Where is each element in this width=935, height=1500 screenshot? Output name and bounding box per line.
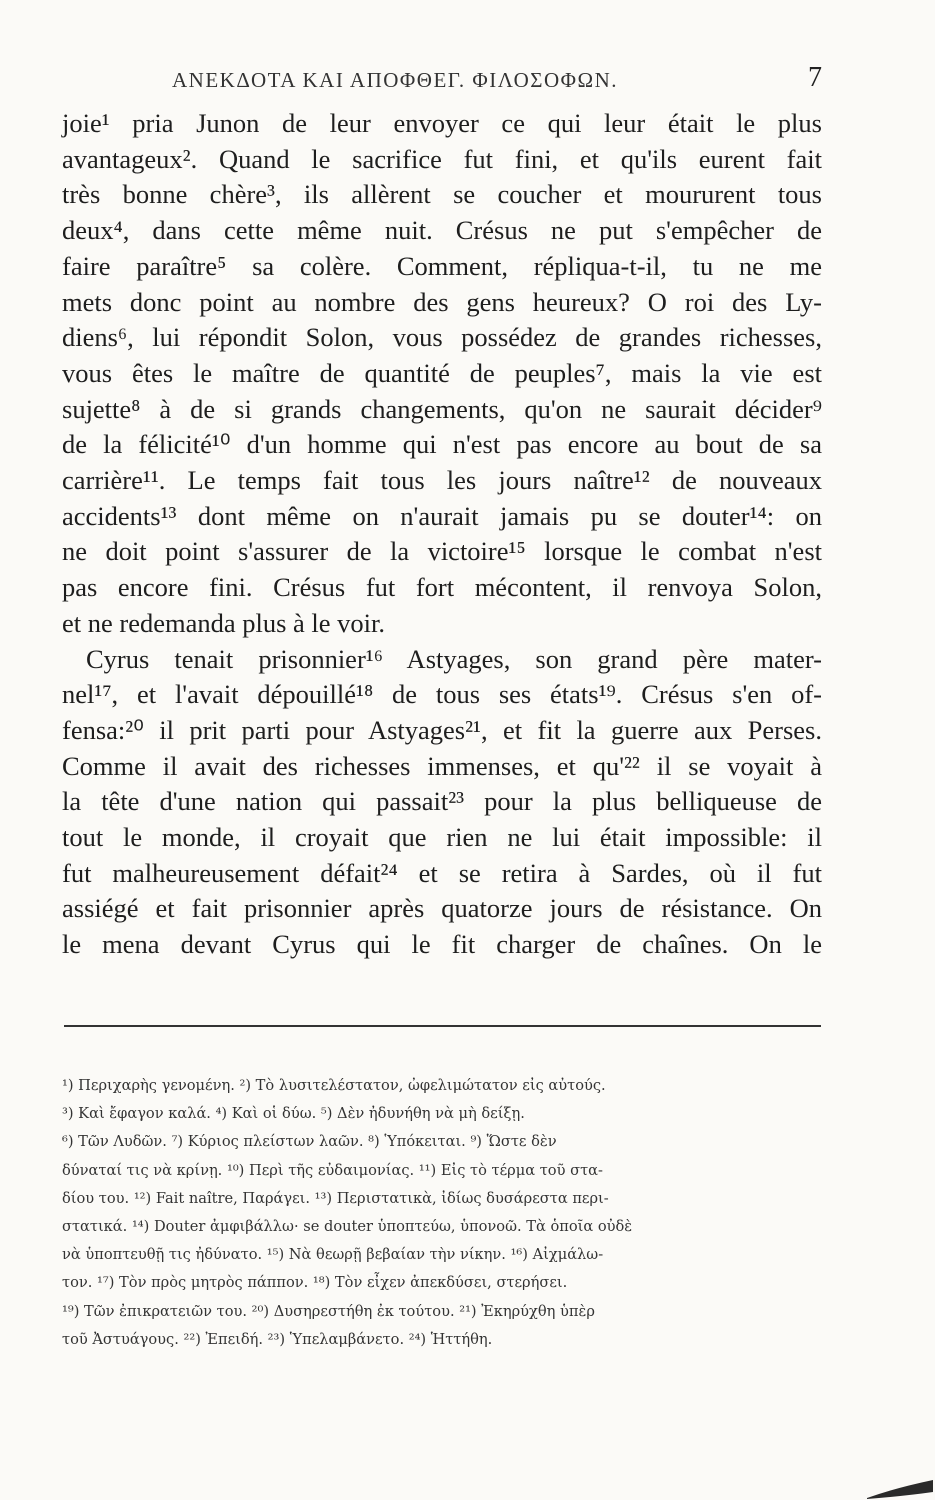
text-line: avantageux². Quand le sacrifice fut fini, et qu'ils eurent fait (62, 143, 822, 174)
footnote-line: τοῦ Ἀστυάγους. ²²) Ἐπειδή. ²³) Ὑπελαμβάνετο. ²⁴) Ἡττήθη. (62, 1330, 493, 1348)
text-line: vous êtes le maître de quantité de peuples⁷, mais la vie est (62, 357, 822, 388)
text-line-paragraph-end: et ne redemanda plus à le voir. (62, 607, 386, 638)
footnote-divider (64, 1025, 821, 1027)
text-line: pas encore fini. Crésus fut fort mécontent, il renvoya Solon, (62, 572, 822, 603)
ink-smudge-icon (865, 1478, 935, 1500)
running-head: ΑΝΕΚΔΟΤΑ ΚΑΙ ΑΠΟΦΘΕΓ. ΦΙΛΟΣΟΦΩΝ. (172, 68, 619, 92)
text-line: fut malheureusement défait²⁴ et se retira à Sardes, où il fut (62, 857, 822, 888)
text-line: tout le monde, il croyait que rien ne lui était impossible: il (62, 822, 822, 853)
footnote-line: δίου του. ¹²) Fait naître, Παράγει. ¹³) Περιστατικὰ, ἰδίως δυσάρεστα περι- (62, 1189, 609, 1207)
footnote-line: τον. ¹⁷) Τὸν πρὸς μητρὸς πάππον. ¹⁸) Τὸν εἶχεν ἀπεκδύσει, στερήσει. (62, 1274, 568, 1292)
main-text (62, 106, 822, 963)
footnote-line: νὰ ὑποπτευθῇ τις ἠδύνατο. ¹⁵) Νὰ θεωρῇ βεβαίαν τὴν νίκην. ¹⁶) Αἰχμάλω- (62, 1246, 604, 1264)
text-line: deux⁴, dans cette même nuit. Crésus ne put s'empêcher de (62, 215, 822, 246)
text-line: accidents¹³ dont même on n'aurait jamais pu se douter¹⁴: on (62, 500, 822, 531)
text-line: diens⁶, lui répondit Solon, vous possédez de grandes richesses, (62, 322, 822, 353)
text-line-paragraph-start: Cyrus tenait prisonnier¹⁶ Astyages, son grand père mater- (86, 643, 822, 674)
text-line: fensa:²⁰ il prit parti pour Astyages²¹, et fit la guerre aux Perses. (62, 714, 822, 745)
text-line: mets donc point au nombre des gens heureux? O roi des Ly- (62, 286, 822, 317)
footnote-line: ¹⁹) Τῶν ἐπικρατειῶν του. ²⁰) Δυσηρεστήθη ἐκ τούτου. ²¹) Ἐκηρύχθη ὑπὲρ (62, 1302, 595, 1320)
text-line: nel¹⁷, et l'avait dépouillé¹⁸ de tous ses états¹⁹. Crésus s'en of- (62, 679, 822, 710)
text-line: Comme il avait des richesses immenses, et qu'²² il se voyait à (62, 750, 822, 781)
page-header (62, 62, 822, 102)
text-line: assiégé et fait prisonnier après quatorze jours de résistance. On (62, 893, 822, 924)
footnote-line: δύναταί τις νὰ κρίνῃ. ¹⁰) Περὶ τῆς εὐδαιμονίας. ¹¹) Εἰς τὸ τέρμα τοῦ στα- (62, 1161, 603, 1179)
page-number: 7 (808, 62, 822, 93)
text-line: carrière¹¹. Le temps fait tous les jours naître¹² de nouveaux (62, 465, 822, 496)
footnote-line: ³) Καὶ ἔφαγον καλά. ⁴) Καὶ οἱ δύω. ⁵) Δὲν ἠδυνήθη νὰ μὴ δείξῃ. (62, 1105, 525, 1123)
text-line: très bonne chère³, ils allèrent se coucher et moururent tous (62, 179, 822, 210)
text-line: joie¹ pria Junon de leur envoyer ce qui leur était le plus (62, 108, 822, 138)
footnote-line: ¹) Περιχαρὴς γενομένη. ²) Τὸ λυσιτελέστατον, ὠφελιμώτατον εἰς αὐτούς. (62, 1077, 606, 1094)
footnote-line: στατικά. ¹⁴) Douter ἀμφιβάλλω· se douter ὑποπτεύω, ὑπονοῶ. Τὰ ὁποῖα οὐδὲ (62, 1218, 633, 1236)
text-line: faire paraître⁵ sa colère. Comment, répliqua-t-il, tu ne me (62, 250, 822, 281)
text-line: la tête d'une nation qui passait²³ pour la plus belliqueuse de (62, 786, 822, 817)
text-line: ne doit point s'assurer de la victoire¹⁵ lorsque le combat n'est (62, 536, 822, 567)
text-line: de la félicité¹⁰ d'un homme qui n'est pas encore au bout de sa (62, 429, 822, 460)
footnote-line: ⁶) Τῶν Λυδῶν. ⁷) Κύριος πλείστων λαῶν. ⁸) Ὑπόκειται. ⁹) Ὥστε δὲν (62, 1133, 557, 1151)
footnotes (62, 1072, 822, 1354)
text-line: sujette⁸ à de si grands changements, qu'on ne saurait décider⁹ (62, 393, 822, 424)
text-line: le mena devant Cyrus qui le fit charger de chaînes. On le (62, 929, 822, 960)
